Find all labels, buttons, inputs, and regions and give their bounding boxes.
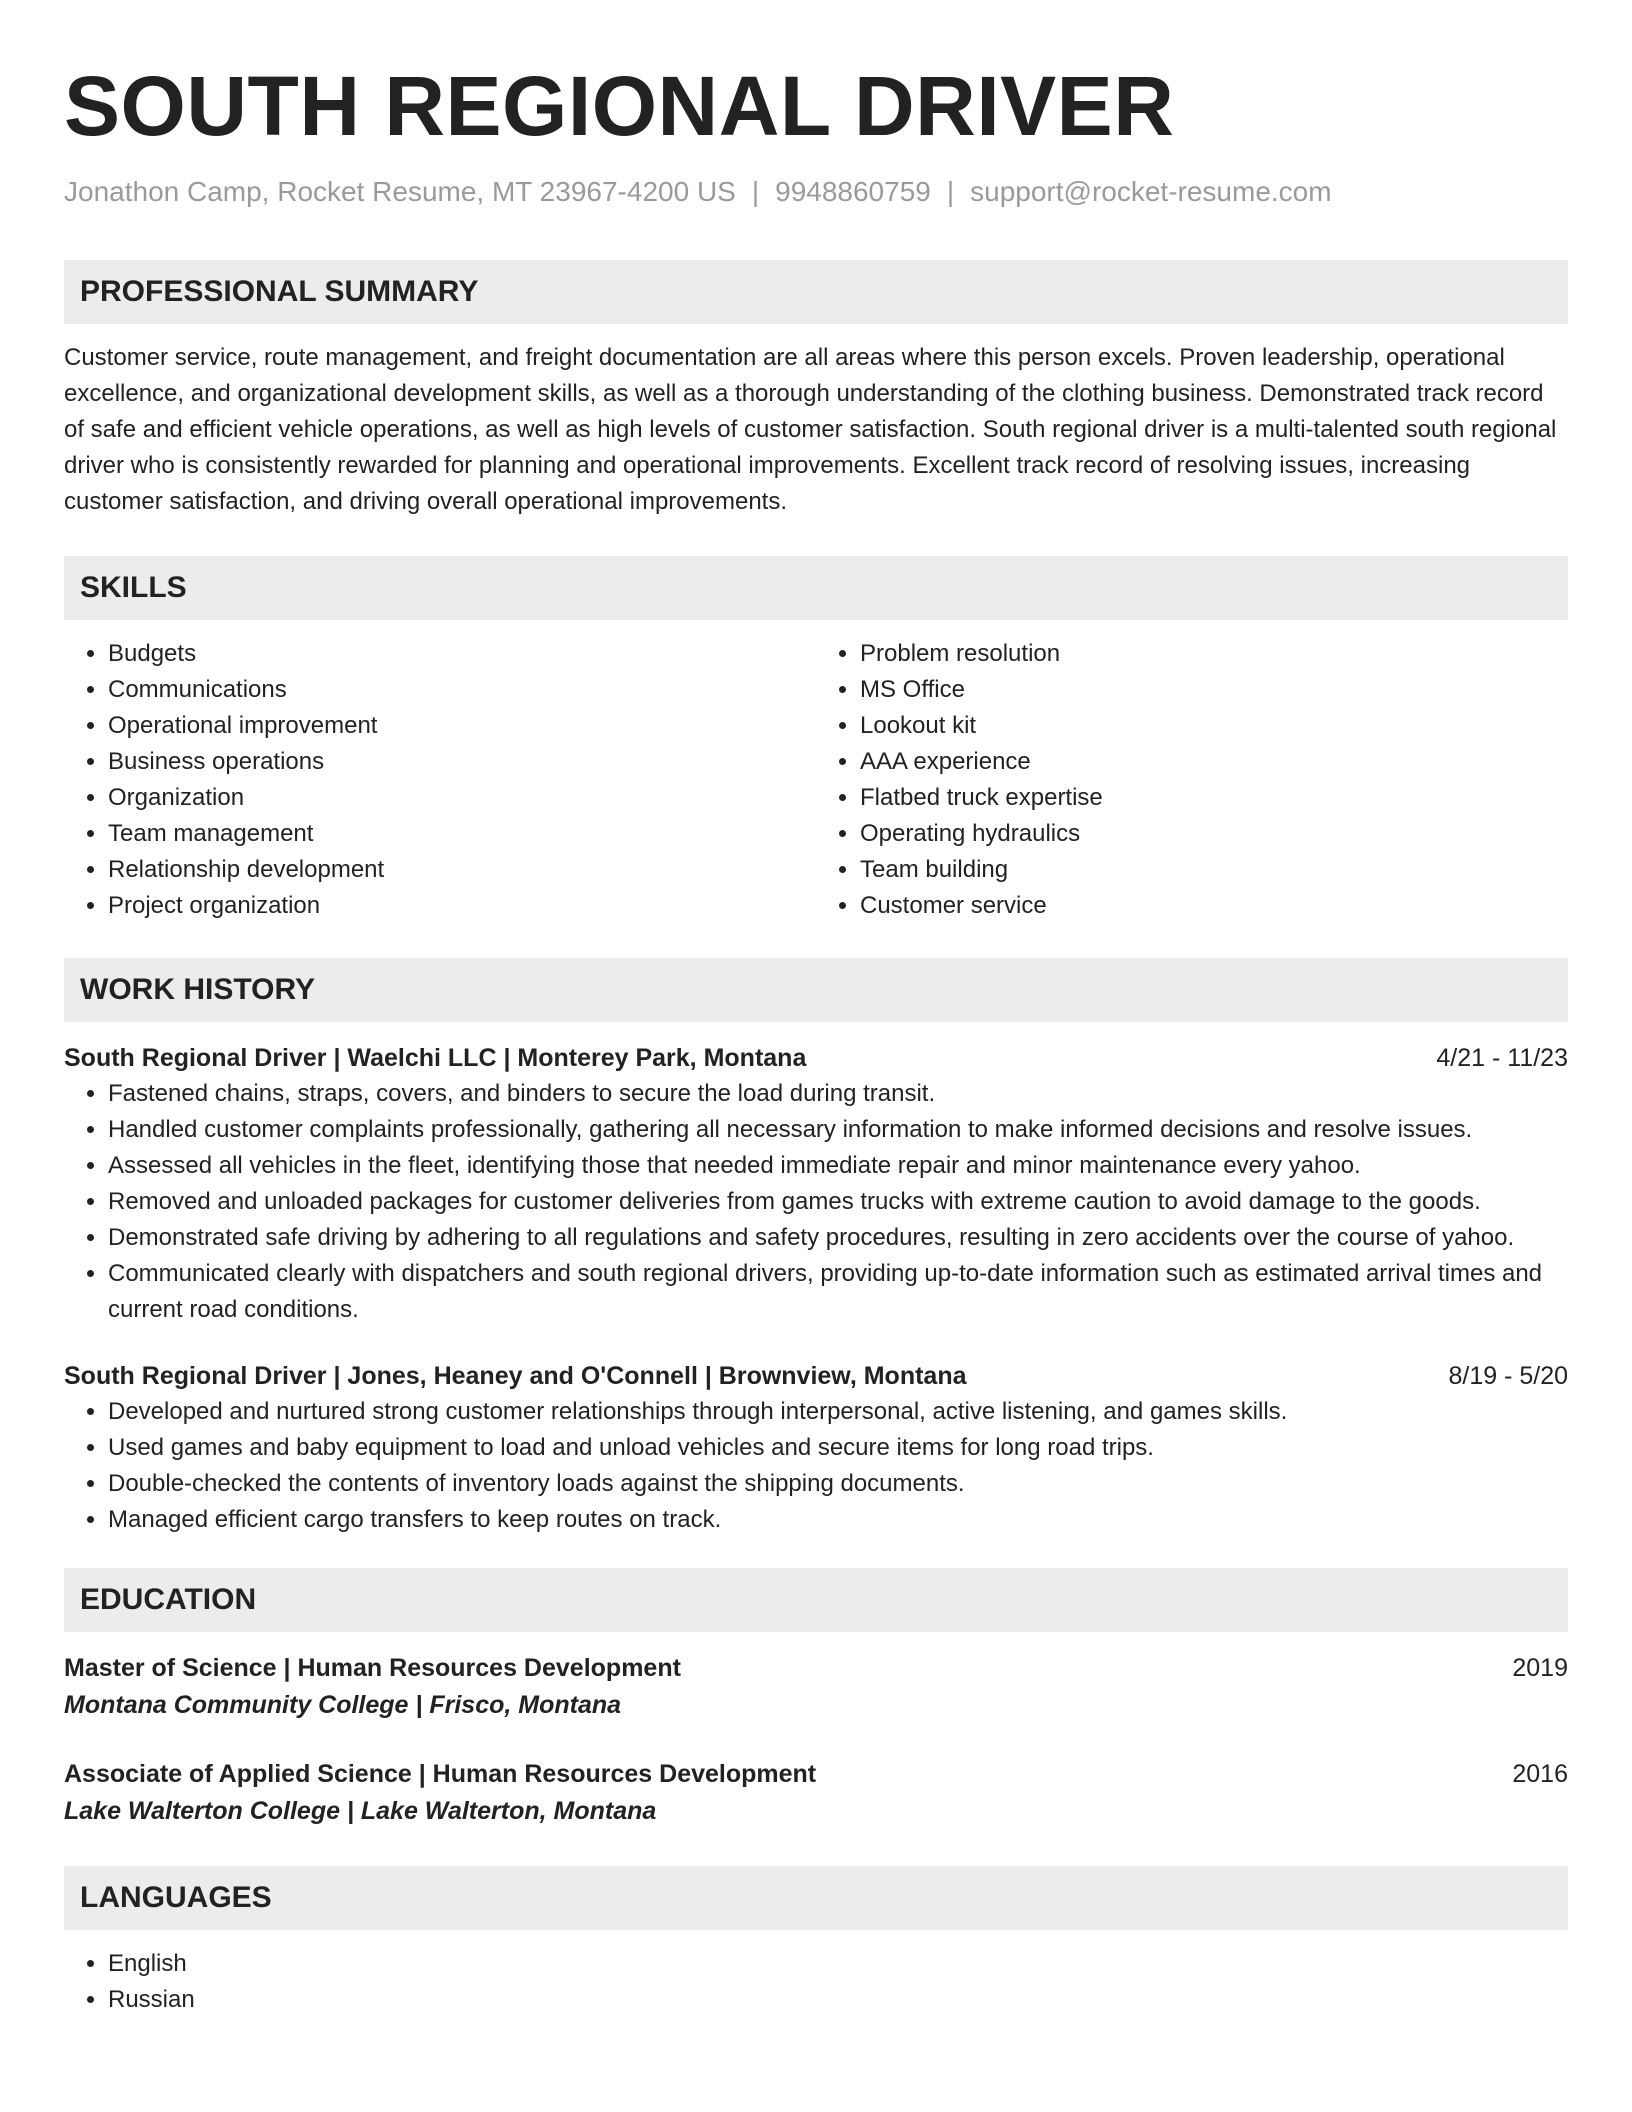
- job-bullet: • Handled customer complaints professionally, gathering all necessary information to make informed decisions and resolve issues.: [108, 1112, 1568, 1148]
- education-entry: [64, 1650, 1568, 1724]
- languages-heading: LANGUAGES: [64, 1866, 1568, 1930]
- language-item: • English: [108, 1946, 1568, 1982]
- job-dates: 4/21 - 11/23: [1436, 1044, 1568, 1072]
- skills-heading: SKILLS: [64, 556, 1568, 620]
- skill-item: • Problem resolution: [860, 636, 1568, 672]
- job-bullet: • Managed efficient cargo transfers to keep routes on track.: [108, 1502, 1568, 1538]
- skills-section: [64, 556, 1568, 924]
- education-year: 2019: [1512, 1654, 1568, 1682]
- summary-heading: PROFESSIONAL SUMMARY: [64, 260, 1568, 324]
- job-bullet: • Assessed all vehicles in the fleet, identifying those that needed immediate repair and minor maintenance every yahoo.: [108, 1148, 1568, 1184]
- skill-item: • Operating hydraulics: [860, 816, 1568, 852]
- education-degree: Associate of Applied Science | Human Resources Development: [64, 1760, 817, 1788]
- skills-grid: [64, 636, 1568, 924]
- skill-item: • Customer service: [860, 888, 1568, 924]
- languages-list: [64, 1946, 1568, 2018]
- education-header: [64, 1756, 1568, 1792]
- skill-item: • Operational improvement: [108, 708, 816, 744]
- skills-list-left: [64, 636, 816, 924]
- job-bullet: • Communicated clearly with dispatchers and south regional drivers, providing up-to-date information such as estimated arrival times and current road conditions.: [108, 1256, 1568, 1328]
- skill-item: • Team management: [108, 816, 816, 852]
- job-bullet: • Removed and unloaded packages for customer deliveries from games trucks with extreme caution to avoid damage to the goods.: [108, 1184, 1568, 1220]
- work-history-section: [64, 958, 1568, 1538]
- job-entry: [64, 1040, 1568, 1328]
- education-school: Montana Community College | Frisco, Montana: [64, 1691, 622, 1719]
- contact-email: support@rocket-resume.com: [970, 176, 1332, 207]
- job-bullet: • Fastened chains, straps, covers, and binders to secure the load during transit.: [108, 1076, 1568, 1112]
- skill-item: • Business operations: [108, 744, 816, 780]
- skill-item: • Project organization: [108, 888, 816, 924]
- education-degree: Master of Science | Human Resources Development: [64, 1654, 681, 1682]
- resume-name: SOUTH REGIONAL DRIVER: [64, 59, 1175, 153]
- skill-item: • Team building: [860, 852, 1568, 888]
- job-title: South Regional Driver | Waelchi LLC | Monterey Park, Montana: [64, 1044, 807, 1072]
- skill-item: • AAA experience: [860, 744, 1568, 780]
- education-heading: EDUCATION: [64, 1568, 1568, 1632]
- contact-line: [64, 174, 1568, 210]
- skill-item: • MS Office: [860, 672, 1568, 708]
- skill-item: • Communications: [108, 672, 816, 708]
- job-header: [64, 1040, 1568, 1076]
- languages-section: [64, 1866, 1568, 2018]
- education-entry: [64, 1756, 1568, 1830]
- job-bullet: • Developed and nurtured strong customer relationships through interpersonal, active listening, and games skills.: [108, 1394, 1568, 1430]
- skill-item: • Organization: [108, 780, 816, 816]
- job-bullets: [64, 1076, 1568, 1328]
- job-bullets: [64, 1394, 1568, 1538]
- contact-separator: |: [946, 176, 955, 207]
- skill-item: • Relationship development: [108, 852, 816, 888]
- language-item: • Russian: [108, 1982, 1568, 2018]
- work-history-heading: WORK HISTORY: [64, 958, 1568, 1022]
- education-section: [64, 1568, 1568, 1830]
- job-bullet: • Demonstrated safe driving by adhering to all regulations and safety procedures, resulting in zero accidents over the course of yahoo.: [108, 1220, 1568, 1256]
- skill-item: • Budgets: [108, 636, 816, 672]
- job-bullet: • Used games and baby equipment to load and unload vehicles and secure items for long road trips.: [108, 1430, 1568, 1466]
- education-school: Lake Walterton College | Lake Walterton, Montana: [64, 1797, 657, 1825]
- skills-column-left: [64, 636, 816, 924]
- job-header: [64, 1358, 1568, 1394]
- skill-item: • Lookout kit: [860, 708, 1568, 744]
- skills-list-right: [816, 636, 1568, 924]
- contact-phone: 9948860759: [775, 176, 931, 207]
- contact-address: Jonathon Camp, Rocket Resume, MT 23967-4200 US: [64, 176, 736, 207]
- job-title: South Regional Driver | Jones, Heaney and O'Connell | Brownview, Montana: [64, 1362, 967, 1390]
- summary-section: [64, 260, 1568, 520]
- education-year: 2016: [1512, 1760, 1568, 1788]
- skill-item: • Flatbed truck expertise: [860, 780, 1568, 816]
- job-entry: [64, 1358, 1568, 1538]
- job-dates: 8/19 - 5/20: [1448, 1362, 1568, 1390]
- summary-text: Customer service, route management, and freight documentation are all areas where this person excels. Proven leadership, operational excellence, and organizational development skills, as well as a thorough understanding of the clothing business. Demonstrated track record of safe and efficient vehicle operations, as well as high levels of customer satisfaction. South regional driver is a multi-talented south regional driver who is consistently rewarded for planning and operational improvements. Excellent track record of resolving issues, increasing customer satisfaction, and driving overall operational improvements.: [64, 344, 1557, 515]
- contact-separator: |: [751, 176, 760, 207]
- job-bullet: • Double-checked the contents of inventory loads against the shipping documents.: [108, 1466, 1568, 1502]
- education-header: [64, 1650, 1568, 1686]
- skills-column-right: [816, 636, 1568, 924]
